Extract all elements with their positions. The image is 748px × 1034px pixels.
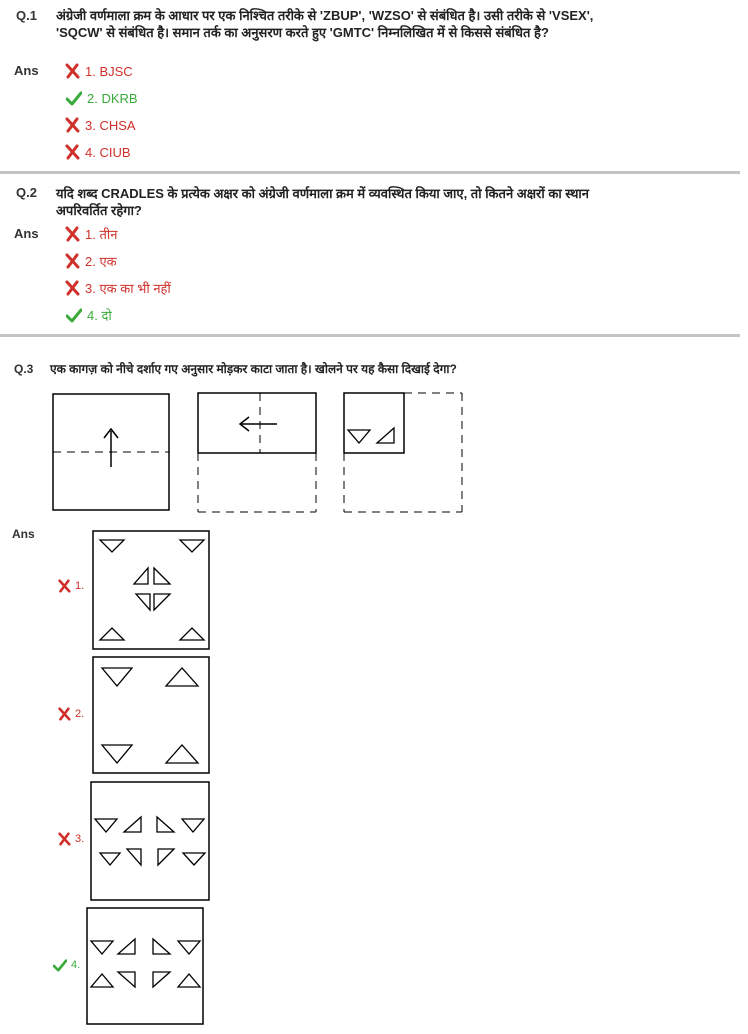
- answer-label: Ans: [14, 226, 39, 241]
- option-label: 2. एक: [85, 254, 117, 269]
- fold-step-1-figure: [52, 393, 172, 513]
- option-label: 4. CIUB: [85, 144, 131, 160]
- question-number: Q.1: [16, 8, 37, 23]
- check-icon: [53, 958, 67, 972]
- option-2-label[interactable]: [57, 707, 84, 721]
- cross-icon: [57, 832, 71, 846]
- cross-icon: [64, 226, 80, 242]
- question-text: यदि शब्द CRADLES के प्रत्येक अक्षर को अंग्रेजी वर्णमाला क्रम में व्यवस्थित किया जाए, तो कितने अक्षरों का स्थान अपरिवर्तित रहेगा?: [56, 186, 589, 218]
- option-label: 3. CHSA: [85, 117, 136, 133]
- option-label: 1. BJSC: [85, 63, 133, 79]
- option-label: 4.: [71, 959, 81, 971]
- question-number: Q.3: [14, 362, 34, 376]
- option-3-figure[interactable]: [90, 781, 210, 901]
- option-1-label[interactable]: [57, 579, 84, 593]
- option-2-figure[interactable]: [92, 656, 210, 774]
- question-text: एक कागज़ को नीचे दर्शाए गए अनुसार मोड़कर काटा जाता है। खोलने पर यह कैसा दिखाई देगा?: [50, 362, 457, 376]
- option-4-label[interactable]: [53, 958, 80, 972]
- cross-icon: [64, 117, 80, 133]
- option-4[interactable]: [66, 306, 112, 324]
- option-3[interactable]: [64, 279, 171, 297]
- answer-label: Ans: [12, 527, 35, 541]
- separator: [0, 334, 740, 337]
- option-2[interactable]: [64, 252, 117, 270]
- option-label: 2.: [75, 708, 85, 720]
- option-2[interactable]: [66, 89, 138, 107]
- cross-icon: [57, 579, 71, 593]
- cross-icon: [64, 144, 80, 160]
- separator: [0, 171, 740, 174]
- option-label: 4. दो: [87, 308, 112, 323]
- option-label: 1.: [75, 580, 85, 592]
- option-label: 1. तीन: [85, 227, 118, 242]
- cross-icon: [57, 707, 71, 721]
- option-1-figure[interactable]: [92, 530, 210, 650]
- cross-icon: [64, 280, 80, 296]
- option-label: 3.: [75, 833, 85, 845]
- fold-step-2-figure: [197, 392, 319, 514]
- option-3[interactable]: [64, 116, 136, 134]
- cross-icon: [64, 253, 80, 269]
- option-1[interactable]: [64, 62, 133, 80]
- cross-icon: [64, 63, 80, 79]
- question-number: Q.2: [16, 185, 37, 200]
- option-4[interactable]: [64, 143, 131, 161]
- option-3-label[interactable]: [57, 832, 84, 846]
- check-icon: [66, 90, 82, 106]
- answer-label: Ans: [14, 63, 39, 78]
- option-1[interactable]: [64, 225, 117, 243]
- option-label: 3. एक का भी नहीं: [85, 281, 171, 296]
- option-label: 2. DKRB: [87, 90, 138, 106]
- check-icon: [66, 307, 82, 323]
- question-text: अंग्रेजी वर्णमाला क्रम के आधार पर एक निश्चित तरीके से 'ZBUP', 'WZSO' से संबंधित है। उसी तरीके से 'VSEX', 'SQCW' से संबंधित है। समान तर्क का अनुसरण करते हुए 'GMTC' निम्नलिखित में से किससे संबंधित है?: [56, 8, 594, 40]
- option-4-figure[interactable]: [86, 907, 204, 1025]
- fold-step-3-figure: [343, 392, 465, 514]
